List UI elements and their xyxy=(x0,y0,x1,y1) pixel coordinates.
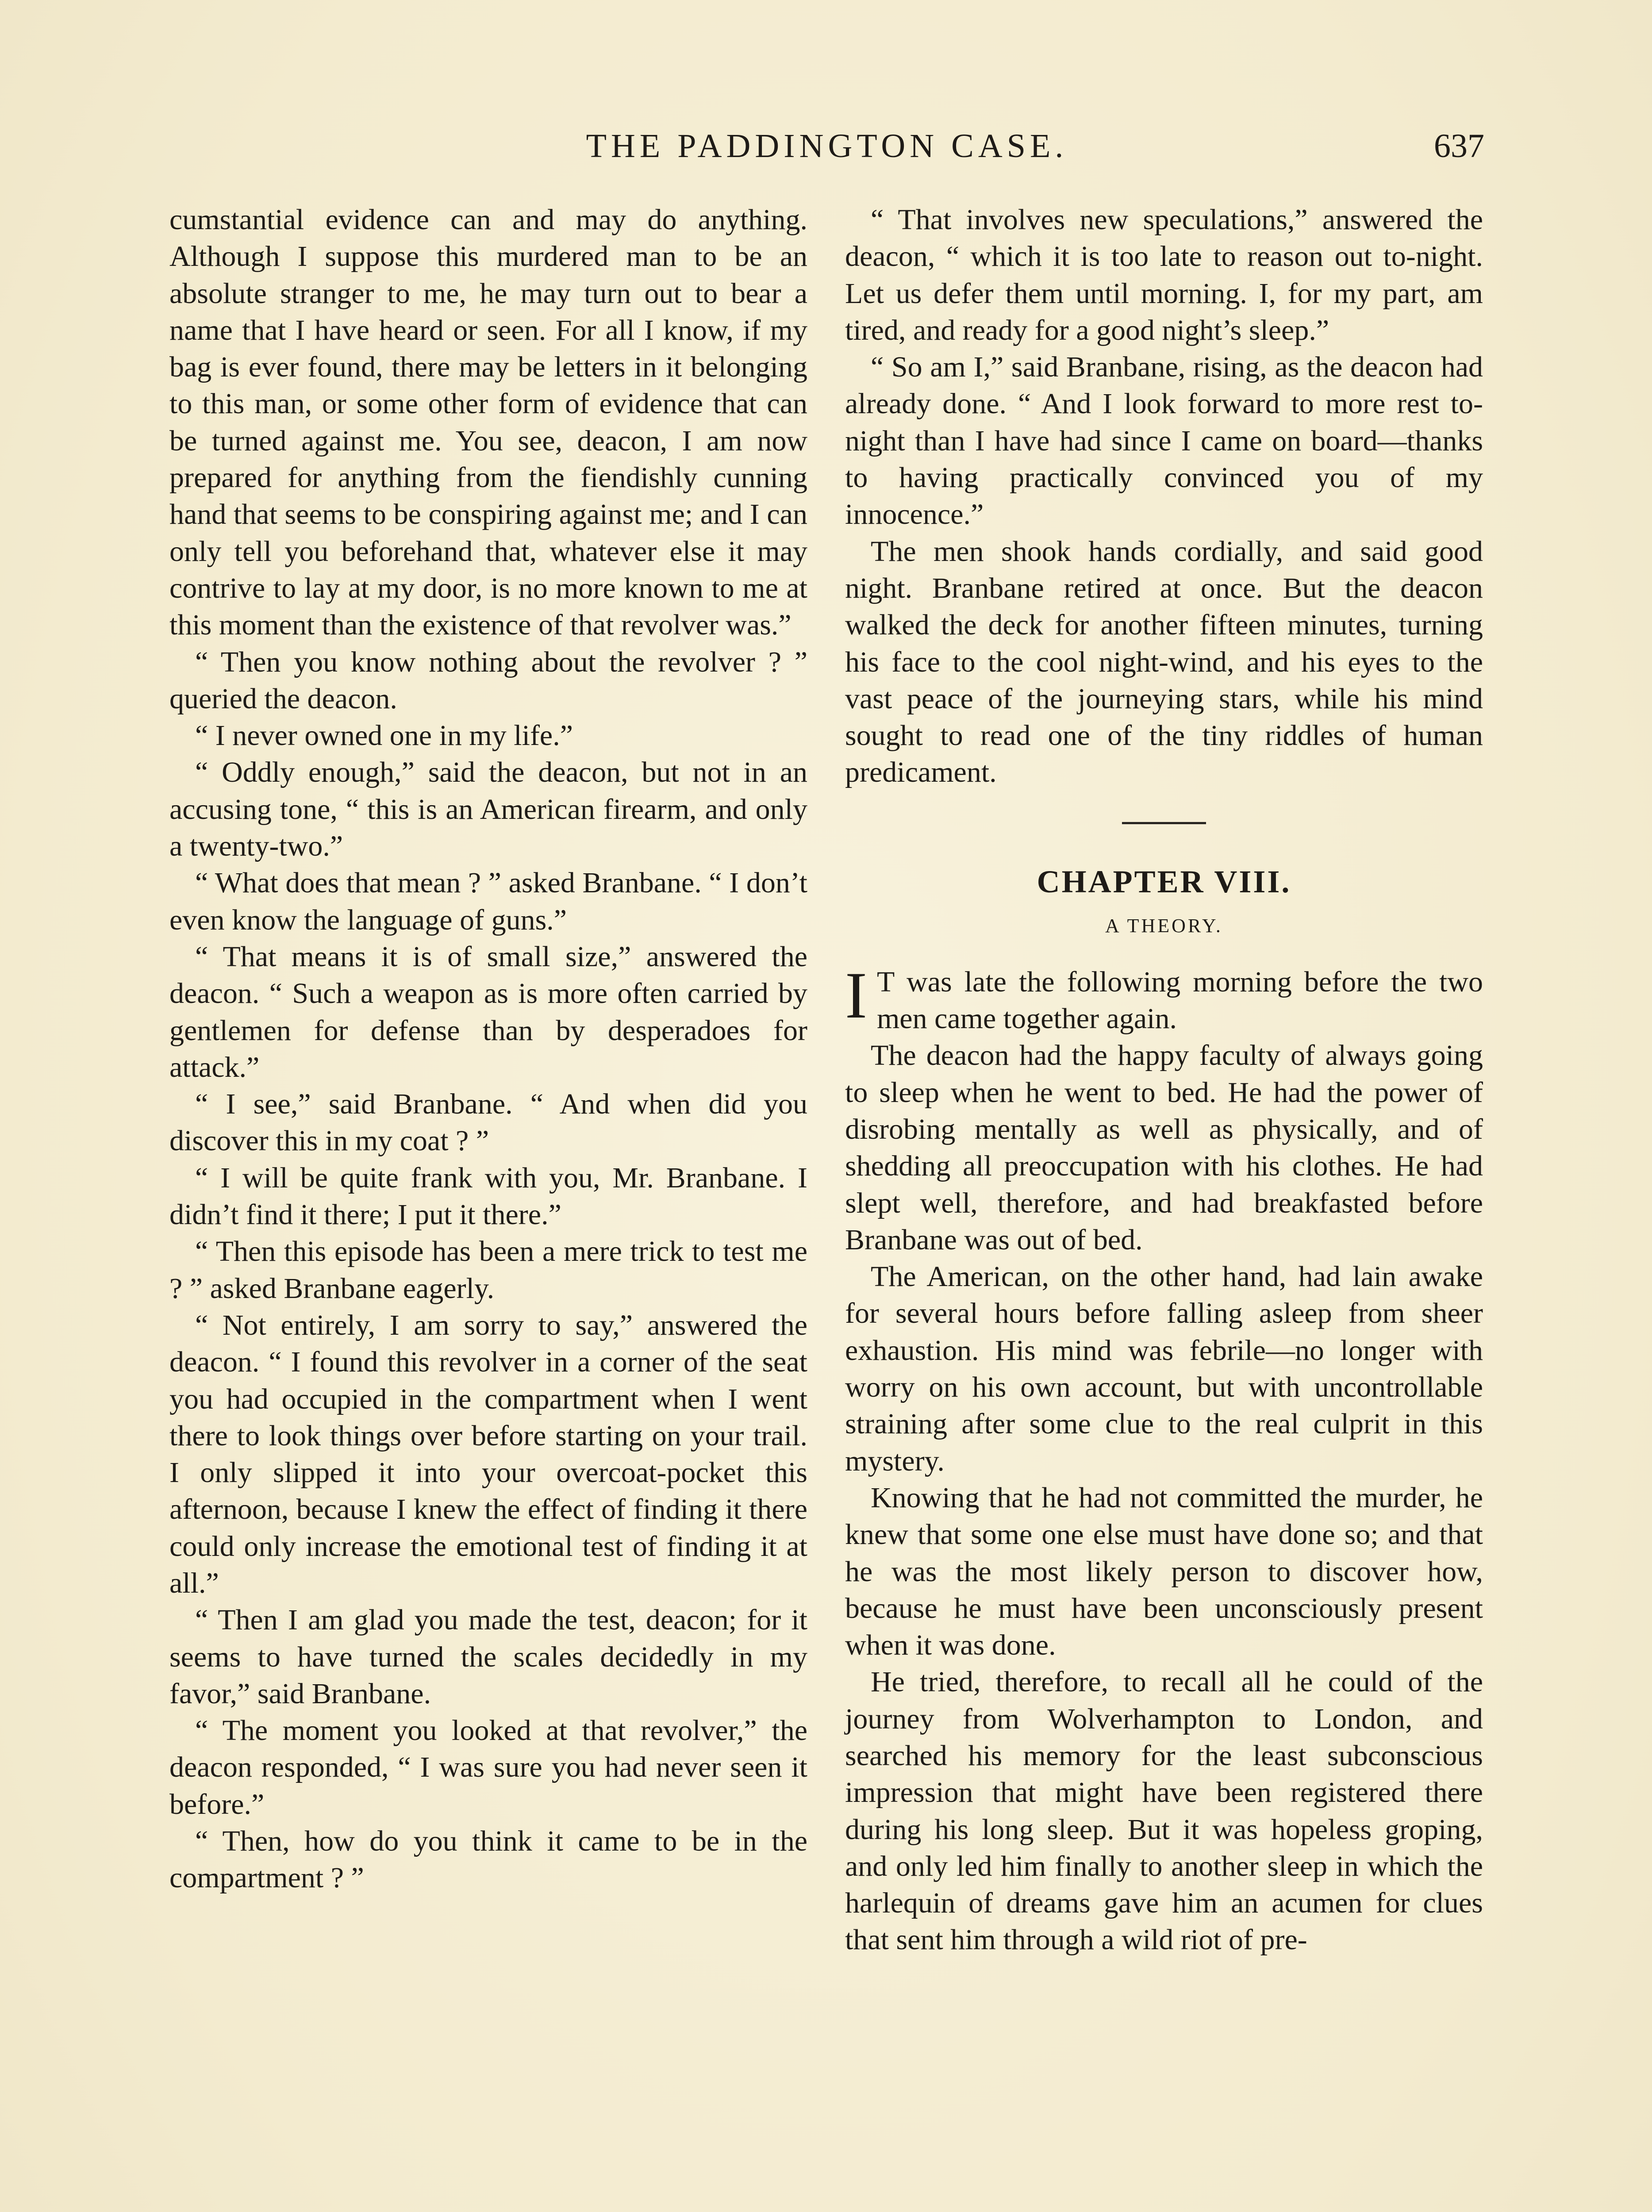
paragraph: The men shook hands cordially, and said good night. Branbane retired at once. But the deacon walked the deck for another fifteen minutes, turning his face to the cool night-wind, and his eyes to the vast peace of the journeying stars, while his mind sought to read one of the tiny riddles of human predicament. xyxy=(845,535,1483,789)
paragraph: “ I never owned one in my life.” xyxy=(195,719,573,752)
page-number: 637 xyxy=(1434,127,1484,165)
chapter-subtitle: A THEORY. xyxy=(1105,914,1223,937)
paragraph: The American, on the other hand, had lain awake for several hours before falling asleep from sheer exhaustion. His mind was febrile—no longer with worry on his own account, but with uncontrollable straining after some clue to the real culprit in this mystery. xyxy=(845,1260,1483,1477)
paragraph: cumstantial evidence can and may do anything. Although I suppose this murdered man to be an absolute stranger to me, he may turn out to bear a name that I have heard or seen. For all I know, if my bag is ever found, there may be letters in it belonging to this man, or some other form of evidence that can be turned against me. You see, deacon, I am now prepared for anything from the fiendishly cunning hand that seems to be conspiring against me; and I can only tell you beforehand that, whatever else it may contrive to lay at my door, is no more known to me at this moment than the existence of that revolver was.” xyxy=(169,204,807,641)
paragraph: “ Not entirely, I am sorry to say,” answered the deacon. “ I found this revolver in a corner of the seat you had occupied in the compartment when I went there to look things over before starting on your trail. I only slipped it into your overcoat-pocket this afternoon, because I knew the effect of finding it there could only increase the emotional test of finding it at all.” xyxy=(169,1309,807,1599)
right-column xyxy=(845,201,1483,1959)
paragraph: “ That involves new speculations,” answered the deacon, “ which it is too late to reason out to-night. Let us defer them until morning. I, for my part, am tired, and ready for a good night’s sleep.” xyxy=(845,204,1483,346)
chapter-title: CHAPTER VIII. xyxy=(1037,864,1291,899)
paragraph: “ So am I,” said Branbane, rising, as the deacon had already done. “ And I look forward to more rest to-night than I have had since I came on board—thanks to having practically convinced you of my innocence.” xyxy=(845,351,1483,531)
paragraph: He tried, therefore, to recall all he could of the journey from Wolverhampton to London, and searched his memory for the least subconscious impression that might have been registered there during his long sleep. But it was hopeless groping, and only led him finally to another sleep in which the harlequin of dreams gave him an acumen for clues that sent him through a wild riot of pre- xyxy=(845,1666,1483,1956)
opening-text: T was late the following morning before the two men came together again. xyxy=(876,965,1483,1035)
paragraph: “ The moment you looked at that revolver,” the deacon responded, “ I was sure you had never seen it before.” xyxy=(169,1714,807,1820)
running-title: THE PADDINGTON CASE. xyxy=(586,127,1068,165)
left-column xyxy=(169,201,807,1897)
paragraph: “ Then, how do you think it came to be in the compartment ? ” xyxy=(169,1825,807,1894)
paragraph: Knowing that he had not committed the murder, he knew that some one else must have done so; and that he was the most likely person to discover how, because he must have been unconsciously present when it was done. xyxy=(845,1481,1483,1662)
paragraph: “ Then this episode has been a mere trick to test me ? ” asked Branbane eagerly. xyxy=(169,1235,807,1305)
paragraph: “ Then you know nothing about the revolver ? ” queried the deacon. xyxy=(169,645,807,715)
paragraph: The deacon had the happy faculty of always going to sleep when he went to bed. He had the power of disrobing mentally as well as physically, and of shedding all preoccupation with his clothes. He had slept well, therefore, and had breakfasted before Branbane was out of bed. xyxy=(845,1039,1483,1256)
running-head xyxy=(169,119,1484,173)
paragraph: “ Then I am glad you made the test, deacon; for it seems to have turned the scales decidedly in my favor,” said Branbane. xyxy=(169,1604,807,1710)
drop-cap: I xyxy=(845,958,867,1032)
paragraph: “ What does that mean ? ” asked Branbane. “ I don’t even know the language of guns.” xyxy=(169,867,807,936)
paragraph: “ I will be quite frank with you, Mr. Branbane. I didn’t find it there; I put it there.” xyxy=(169,1161,807,1231)
section-divider xyxy=(1122,822,1206,824)
chapter-opening-paragraph xyxy=(845,958,1483,1037)
paragraph: “ That means it is of small size,” answered the deacon. “ Such a weapon as is more often carried by gentlemen for defense than by desperadoes for attack.” xyxy=(169,940,807,1083)
paragraph: “ Oddly enough,” said the deacon, but not in an accusing tone, “ this is an American firearm, and only a twenty-two.” xyxy=(169,756,807,863)
paragraph: “ I see,” said Branbane. “ And when did you discover this in my coat ? ” xyxy=(169,1088,807,1157)
